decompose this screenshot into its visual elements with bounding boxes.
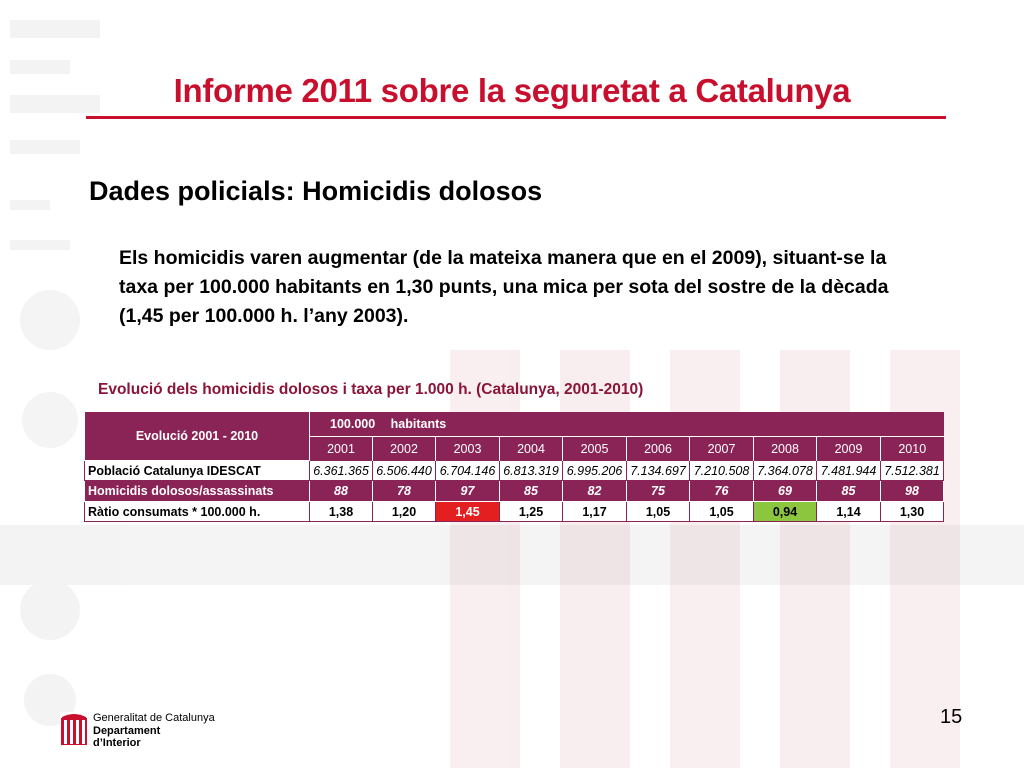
title-divider [86, 116, 946, 119]
year-header: 2007 [690, 437, 754, 461]
population-row [85, 461, 944, 481]
header-note-number: 100.000 [330, 416, 376, 431]
year-header: 2002 [373, 437, 436, 461]
year-header: 2005 [563, 437, 627, 461]
homicides-cell: 69 [754, 481, 817, 502]
homicides-table [84, 411, 944, 522]
homicides-cell: 78 [373, 481, 436, 502]
year-header: 2006 [627, 437, 690, 461]
year-header: 2008 [754, 437, 817, 461]
generalitat-logo-icon [60, 712, 88, 746]
homicides-cell: 76 [690, 481, 754, 502]
homicides-cell: 82 [563, 481, 627, 502]
population-cell: 7.210.508 [690, 461, 754, 481]
ratio-cell: 1,25 [500, 502, 563, 522]
footer-line-department: Departament [93, 724, 161, 737]
footer-organization [93, 712, 215, 750]
footer-line-generalitat: Generalitat de Catalunya [93, 712, 215, 724]
year-header: 2003 [436, 437, 500, 461]
homicides-cell: 97 [436, 481, 500, 502]
population-cell: 7.481.944 [817, 461, 881, 481]
ratio-cell: 1,30 [881, 502, 944, 522]
table-header-note [310, 412, 944, 437]
population-cell: 6.995.206 [563, 461, 627, 481]
homicides-cell: 75 [627, 481, 690, 502]
homicides-row [85, 481, 944, 502]
population-cell: 6.361.365 [310, 461, 373, 481]
slide-title: Informe 2011 sobre la seguretat a Catalunya [173, 72, 851, 109]
homicides-cell: 88 [310, 481, 373, 502]
homicides-cell: 85 [500, 481, 563, 502]
section-heading: Dades policials: Homicidis dolosos [89, 176, 543, 206]
population-cell: 6.704.146 [436, 461, 500, 481]
ratio-cell-max: 1,45 [436, 502, 500, 522]
ratio-cell: 1,05 [690, 502, 754, 522]
page-number: 15 [940, 706, 963, 728]
table-caption: Evolució dels homicidis dolosos i taxa per 1.000 h. (Catalunya, 2001-2010) [98, 381, 644, 398]
homicides-cell: 98 [881, 481, 944, 502]
header-note-unit: habitants [390, 416, 447, 431]
ratio-cell: 1,05 [627, 502, 690, 522]
homicides-cell: 85 [817, 481, 881, 502]
year-header: 2010 [881, 437, 944, 461]
ratio-row [85, 502, 944, 522]
footer-line-interior: d’Interior [93, 737, 141, 749]
row-label: Homicidis dolosos/assassinats [85, 481, 310, 502]
ratio-cell-min: 0,94 [754, 502, 817, 522]
population-cell: 6.813.319 [500, 461, 563, 481]
summary-paragraph: Els homicidis varen augmentar (de la mateixa manera que en el 2009), situant-se la taxa per 100.000 habitants en 1,30 punts, una mica per sota del sostre de la dècada (1,45 per 100.000 h. l’any 2003). [119, 247, 889, 327]
row-label: Població Catalunya IDESCAT [85, 461, 310, 481]
year-header: 2009 [817, 437, 881, 461]
year-header: 2004 [500, 437, 563, 461]
ratio-cell: 1,20 [373, 502, 436, 522]
ratio-cell: 1,14 [817, 502, 881, 522]
ratio-cell: 1,17 [563, 502, 627, 522]
ratio-cell: 1,38 [310, 502, 373, 522]
year-header: 2001 [310, 437, 373, 461]
row-label: Ràtio consumats * 100.000 h. [85, 502, 310, 522]
population-cell: 6.506.440 [373, 461, 436, 481]
population-cell: 7.364.078 [754, 461, 817, 481]
population-cell: 7.134.697 [627, 461, 690, 481]
table-header-label: Evolució 2001 - 2010 [85, 412, 310, 461]
population-cell: 7.512.381 [881, 461, 944, 481]
